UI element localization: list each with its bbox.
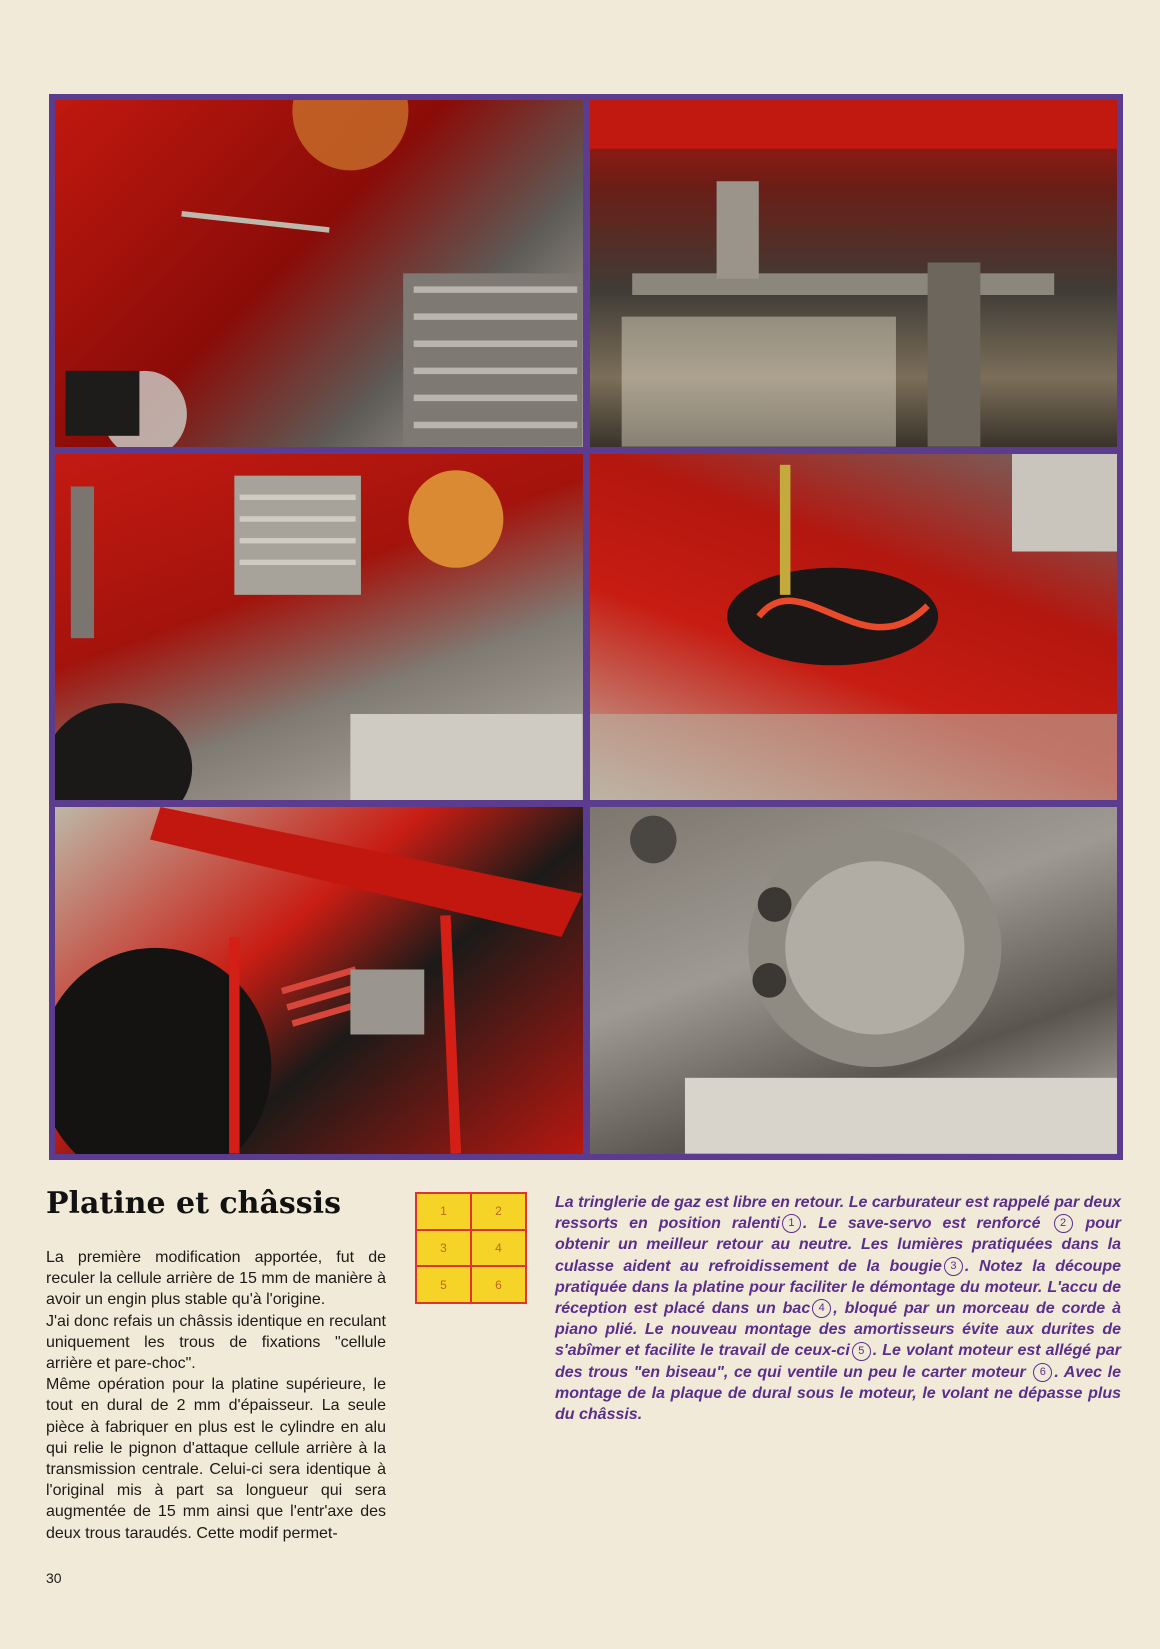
photo-grid: [49, 94, 1123, 1160]
photo-6-flywheel: [590, 807, 1118, 1154]
photo-2-servo-saver: [590, 100, 1118, 447]
photo-5-rear-shock-mount: [55, 807, 583, 1154]
page-number: 30: [46, 1570, 62, 1586]
key-cell: 6: [471, 1266, 526, 1303]
photo-4-receiver-battery-tray: [590, 454, 1118, 801]
body-paragraph: La première modification apportée, fut de reculer la cellule arrière de 15 mm de manière à avoir un engin plus stable qu'à l'origine.: [46, 1249, 386, 1309]
photo-number-badge: 6: [1033, 1363, 1052, 1382]
caption-text: pour obtenir un meilleur retour au neutre. Les lumières pratiquées dans la culasse aident au refroidissement de la bougie: [555, 1215, 1121, 1275]
photo-caption: [555, 1192, 1121, 1425]
photo-1-throttle-linkage: [55, 100, 583, 447]
caption-text: . Le volant moteur est allégé par des trous "en biseau", ce qui ventile un peu le carter moteur: [555, 1342, 1121, 1381]
key-cell: 5: [416, 1266, 471, 1303]
caption-text: . Notez la découpe pratiquée dans la platine pour faciliter le démontage du moteur. L'accu de réception est placé dans un bac: [555, 1257, 1121, 1318]
caption-text: . Avec le montage de la plaque de dural sous le moteur, le volant ne dépasse plus du châssis.: [555, 1363, 1122, 1424]
photo-number-badge: 1: [782, 1214, 801, 1233]
photo-number-badge: 4: [812, 1299, 831, 1318]
key-cell: 1: [416, 1193, 471, 1230]
photo-number-badge: 5: [852, 1342, 871, 1361]
article-body: [46, 1247, 386, 1544]
key-cell: 4: [471, 1230, 526, 1267]
body-paragraph: Même opération pour la platine supérieure, le tout en dural de 2 mm d'épaisseur. La seule pièce à fabriquer en plus est le cylindre en alu qui relie le pignon d'attaque cellule arrière à la transmission centrale. Celui-ci sera identique à l'original mis à part sa longueur qui sera augmentée de 15 mm ainsi que l'entr'axe des deux trous taraudés. Cette modif permet-: [46, 1376, 386, 1542]
key-cell: 2: [471, 1193, 526, 1230]
photo-3-engine-cylinder-head: [55, 454, 583, 801]
photo-key-table: [415, 1192, 527, 1304]
photo-number-badge: 3: [944, 1257, 963, 1276]
photo-number-badge: 2: [1054, 1214, 1073, 1233]
caption-text: , bloqué par un morceau de corde à piano plié. Le nouveau montage des amortisseurs évite aux durites de s'abîmer et facilite le travail de ceux-ci: [555, 1300, 1121, 1360]
caption-text: La tringlerie de gaz est libre en retour. Le carburateur est rappelé par deux ressorts en position ralenti: [555, 1194, 1121, 1233]
key-cell: 3: [416, 1230, 471, 1267]
section-title: Platine et châssis: [46, 1186, 341, 1221]
caption-text: . Le save-servo est renforcé: [802, 1215, 1052, 1233]
body-paragraph: J'ai donc refais un châssis identique en reculant uniquement les trous de fixations "cellule arrière et pare-choc".: [46, 1312, 386, 1373]
